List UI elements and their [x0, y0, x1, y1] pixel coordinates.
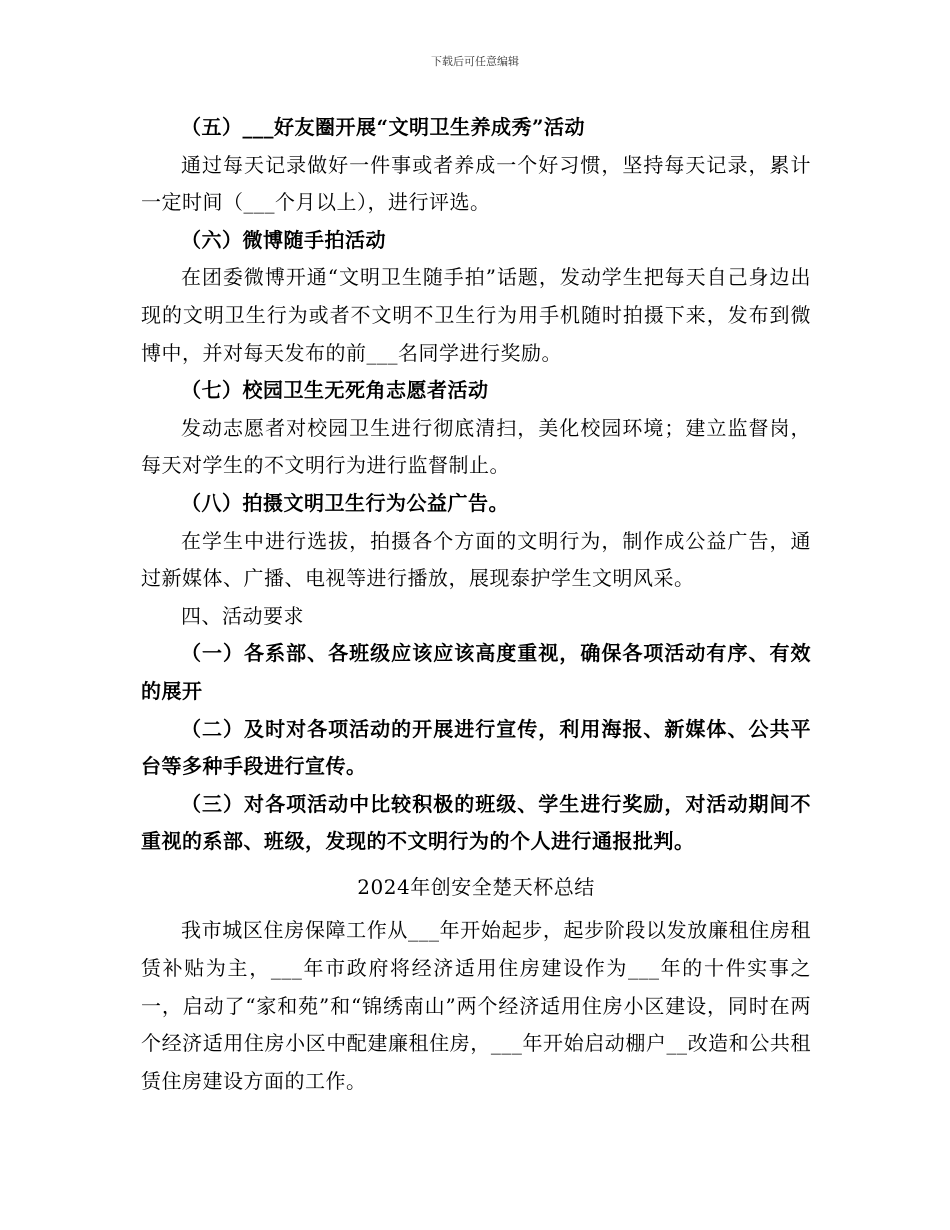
- paragraph-heading: （六）微博随手拍活动: [181, 227, 386, 252]
- paragraph-heading: （七）校园卫生无死角志愿者活动: [181, 378, 489, 403]
- paragraph: 四、活动要求: [181, 603, 304, 628]
- document-body: [141, 109, 811, 1100]
- paragraph-heading: （二）及时对各项活动的开展进行宣传，利用海报、新媒体、公共平台等多种手段进行宣传。: [141, 716, 811, 779]
- section-title: 2024年创安全楚天杯总结: [357, 874, 595, 899]
- summary-section: [141, 912, 811, 1100]
- paragraph-heading: （三）对各项活动中比较积极的班级、学生进行奖励，对活动期间不重视的系部、班级，发现的不文明行为的个人进行通报批判。: [141, 791, 811, 854]
- paragraph-heading: （五）___好友圈开展“文明卫生养成秀”活动: [181, 115, 586, 139]
- activity-section: [141, 109, 811, 861]
- paragraph-heading: （一）各系部、各班级应该应该高度重视，确保各项活动有序、有效的展开: [141, 641, 811, 703]
- paragraph: 发动志愿者对校园卫生进行彻底清扫，美化校园环境；建立监督岗，每天对学生的不文明行为进行监督制止。: [141, 415, 811, 478]
- header-note: 下载后可任意编辑: [431, 55, 519, 68]
- paragraph: 通过每天记录做好一件事或者养成一个好习惯，坚持每天记录，累计一定时间（___个月以上），进行评选。: [141, 152, 811, 215]
- paragraph: 在学生中进行选拔，拍摄各个方面的文明行为，制作成公益广告，通过新媒体、广播、电视等进行播放，展现泰护学生文明风采。: [141, 528, 811, 591]
- paragraph: 在团委微博开通“文明卫生随手拍”话题，发动学生把每天自己身边出现的文明卫生行为或者不文明不卫生行为用手机随时拍摄下来，发布到微博中，并对每天发布的前___名同学进行奖励。: [141, 265, 811, 365]
- paragraph: 我市城区住房保障工作从___年开始起步，起步阶段以发放廉租住房租赁补贴为主，___年市政府将经济适用住房建设作为___年的十件实事之一，启动了“家和苑”和“锦绣南山”两个经济适用住房小区建设，同时在两个经济适用住房小区中配建廉租住房，___年开始启动棚户__改造和公共租赁住房建设方面的工作。: [141, 918, 811, 1093]
- paragraph-heading: （八）拍摄文明卫生行为公益广告。: [181, 490, 509, 515]
